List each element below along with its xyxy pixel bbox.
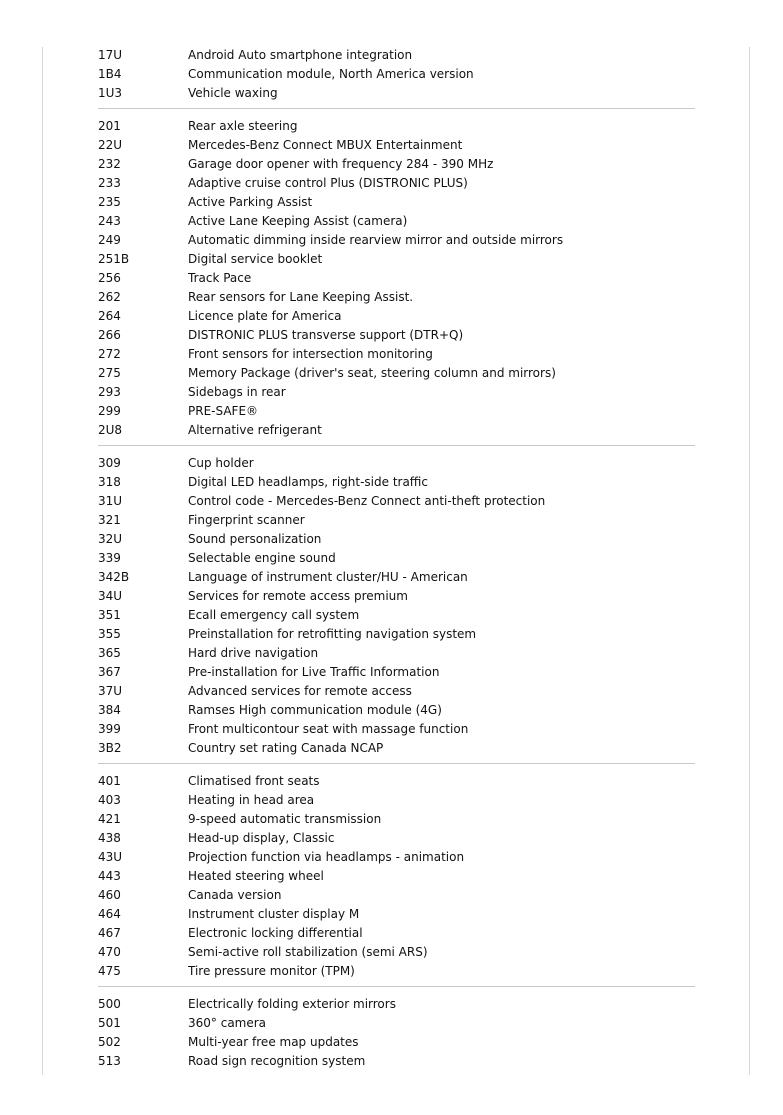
table-row [98,720,695,739]
option-code: 256 [98,271,121,285]
option-description: 360° camera [188,1016,267,1030]
table-row [98,288,695,307]
option-code: 502 [98,1035,121,1049]
table-row [98,663,695,682]
option-code: 43U [98,850,123,864]
option-code: 513 [98,1054,121,1068]
option-description: Front sensors for intersection monitoring [188,347,433,361]
option-code: 2U8 [98,423,123,437]
table-row [98,829,695,848]
option-description: Ramses High communication module (4G) [188,703,442,717]
option-description: Projection function via headlamps - animation [188,850,465,864]
option-code: 470 [98,945,121,959]
option-description: Head-up display, Classic [188,831,335,845]
option-description: Hard drive navigation [188,646,319,660]
table-row [98,943,695,962]
table-row [98,530,695,549]
option-code: 342B [98,570,130,584]
option-code: 275 [98,366,121,380]
option-code: 1B4 [98,67,122,81]
option-description: Services for remote access premium [188,589,408,603]
option-code: 3B2 [98,741,122,755]
option-description: Track Pace [188,271,252,285]
option-code: 232 [98,157,121,171]
option-description: Climatised front seats [188,774,320,788]
option-code: 421 [98,812,121,826]
table-row [98,117,695,136]
option-code: 351 [98,608,121,622]
option-code: 22U [98,138,123,152]
option-code: 266 [98,328,121,342]
table-row [98,307,695,326]
option-code: 272 [98,347,121,361]
option-code: 467 [98,926,121,940]
table-row [98,193,695,212]
table-row [98,1052,695,1071]
option-code: 17U [98,48,123,62]
option-code: 31U [98,494,123,508]
option-description: Multi-year free map updates [188,1035,359,1049]
option-description: Vehicle waxing [188,86,278,100]
code-group [98,445,695,758]
option-description: Active Lane Keeping Assist (camera) [188,214,408,228]
option-description: Garage door opener with frequency 284 - 390 MHz [188,157,494,171]
option-code: 403 [98,793,121,807]
option-code: 262 [98,290,121,304]
option-description: Active Parking Assist [188,195,313,209]
table-row [98,65,695,84]
table-row [98,473,695,492]
option-description: Alternative refrigerant [188,423,322,437]
option-description: Heating in head area [188,793,315,807]
option-code: 475 [98,964,121,978]
option-description: Advanced services for remote access [188,684,412,698]
option-description: Tire pressure monitor (TPM) [188,964,355,978]
table-row [98,867,695,886]
table-row [98,772,695,791]
table-row [98,791,695,810]
option-code: 339 [98,551,121,565]
option-code: 243 [98,214,121,228]
table-row [98,739,695,758]
table-row [98,905,695,924]
table-row [98,345,695,364]
option-description: Sound personalization [188,532,322,546]
option-description: Communication module, North America version [188,67,474,81]
option-description: Semi-active roll stabilization (semi ARS) [188,945,428,959]
table-row [98,155,695,174]
table-row [98,84,695,103]
option-description: Canada version [188,888,282,902]
option-description: Fingerprint scanner [188,513,305,527]
option-code: 355 [98,627,121,641]
option-description: Rear sensors for Lane Keeping Assist. [188,290,414,304]
option-code: 32U [98,532,123,546]
table-row [98,644,695,663]
table-row [98,269,695,288]
option-description: Cup holder [188,456,254,470]
option-code: 401 [98,774,121,788]
option-description: Mercedes-Benz Connect MBUX Entertainment [188,138,463,152]
option-description: Electronic locking differential [188,926,363,940]
option-code: 365 [98,646,121,660]
option-code-table [98,46,695,1071]
table-row [98,1014,695,1033]
table-row [98,174,695,193]
option-code: 399 [98,722,121,736]
option-description: Licence plate for America [188,309,342,323]
option-description: Sidebags in rear [188,385,286,399]
option-description: Automatic dimming inside rearview mirror and outside mirrors [188,233,564,247]
table-row [98,383,695,402]
option-description: DISTRONIC PLUS transverse support (DTR+Q) [188,328,464,342]
option-code: 1U3 [98,86,123,100]
option-code: 264 [98,309,121,323]
option-code: 464 [98,907,121,921]
option-code: 367 [98,665,121,679]
option-description: Rear axle steering [188,119,298,133]
option-code: 201 [98,119,121,133]
option-code: 34U [98,589,123,603]
option-code: 321 [98,513,121,527]
table-row [98,364,695,383]
option-description: Pre-installation for Live Traffic Information [188,665,440,679]
table-row [98,511,695,530]
option-code: 500 [98,997,121,1011]
table-row [98,810,695,829]
option-code: 460 [98,888,121,902]
table-row [98,231,695,250]
option-description: PRE-SAFE® [188,404,259,418]
option-description: Road sign recognition system [188,1054,366,1068]
table-row [98,682,695,701]
option-description: Memory Package (driver's seat, steering column and mirrors) [188,366,556,380]
option-code: 438 [98,831,121,845]
option-description: Adaptive cruise control Plus (DISTRONIC PLUS) [188,176,468,190]
option-code: 37U [98,684,123,698]
option-code: 249 [98,233,121,247]
option-description: Electrically folding exterior mirrors [188,997,396,1011]
option-code: 309 [98,456,121,470]
code-group [98,46,695,103]
code-group [98,763,695,981]
table-row [98,250,695,269]
table-row [98,136,695,155]
code-group [98,986,695,1071]
table-row [98,962,695,981]
option-description: Digital service booklet [188,252,323,266]
option-description: Front multicontour seat with massage function [188,722,469,736]
table-row [98,454,695,473]
option-code: 384 [98,703,121,717]
option-code: 299 [98,404,121,418]
option-code: 251B [98,252,130,266]
table-row [98,606,695,625]
table-row [98,701,695,720]
table-row [98,46,695,65]
option-code: 318 [98,475,121,489]
option-description: Heated steering wheel [188,869,324,883]
option-description: 9-speed automatic transmission [188,812,382,826]
option-code: 233 [98,176,121,190]
option-description: Instrument cluster display M [188,907,360,921]
option-description: Control code - Mercedes-Benz Connect anti-theft protection [188,494,546,508]
option-code: 235 [98,195,121,209]
table-row [98,848,695,867]
option-code: 443 [98,869,121,883]
table-row [98,492,695,511]
table-row [98,625,695,644]
option-code: 501 [98,1016,121,1030]
option-description: Digital LED headlamps, right-side traffic [188,475,429,489]
table-row [98,326,695,345]
table-row [98,924,695,943]
code-group [98,108,695,440]
table-row [98,995,695,1014]
table-row [98,212,695,231]
option-description: Android Auto smartphone integration [188,48,413,62]
option-description: Country set rating Canada NCAP [188,741,384,755]
table-row [98,886,695,905]
table-row [98,587,695,606]
table-row [98,1033,695,1052]
table-row [98,568,695,587]
table-row [98,421,695,440]
option-description: Ecall emergency call system [188,608,360,622]
table-row [98,549,695,568]
option-description: Language of instrument cluster/HU - American [188,570,468,584]
option-description: Selectable engine sound [188,551,336,565]
option-code: 293 [98,385,121,399]
option-description: Preinstallation for retrofitting navigation system [188,627,477,641]
table-row [98,402,695,421]
